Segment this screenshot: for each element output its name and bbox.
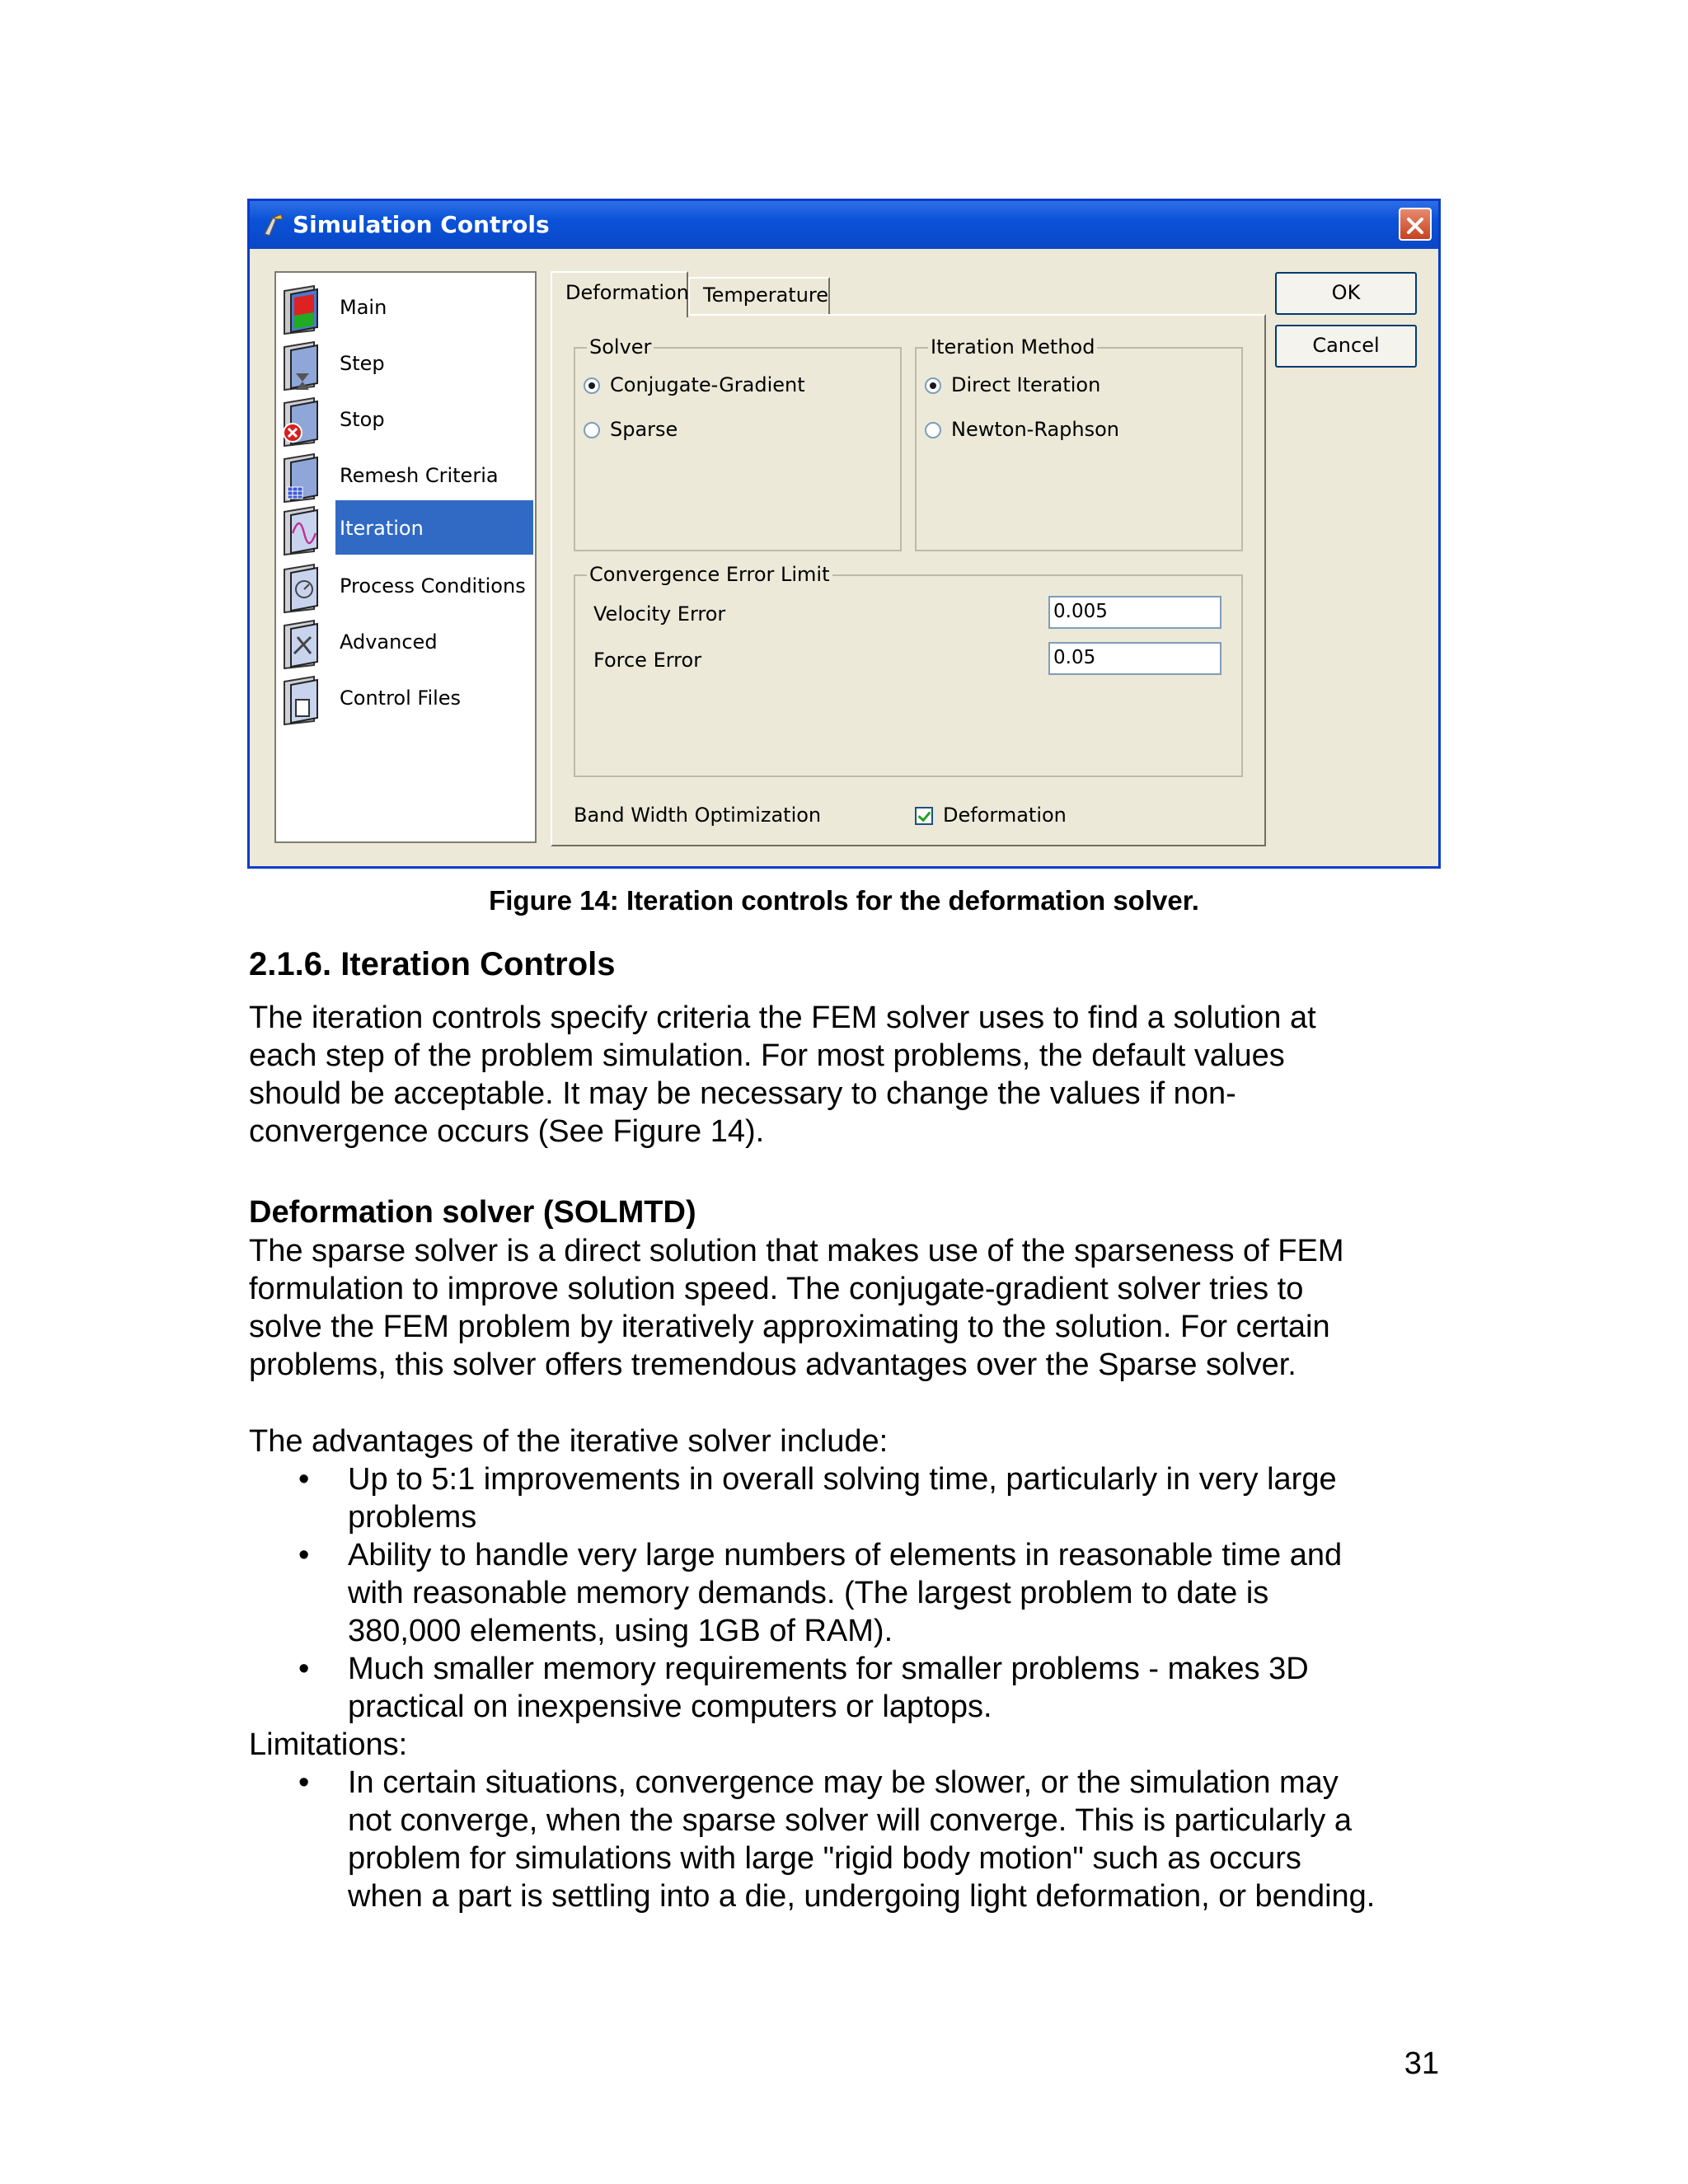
deformation-checkbox[interactable]	[915, 804, 1067, 827]
cancel-button[interactable]	[1275, 325, 1417, 368]
iteration-method-label: Iteration Method	[928, 335, 1097, 359]
close-icon	[1400, 211, 1430, 241]
wave-folder-icon	[281, 504, 334, 556]
list-item: Up to 5:1 improvements in overall solving time, particularly in very large	[348, 1462, 1337, 1497]
convergence-error-group	[574, 563, 1243, 777]
ok-label: OK	[1331, 281, 1361, 304]
dialog-title: Simulation Controls	[293, 211, 550, 238]
list-item: problem for simulations with large "rigid body motion" such as occurs	[348, 1841, 1301, 1876]
section-heading: 2.1.6. Iteration Controls	[249, 946, 616, 982]
ok-button[interactable]	[1275, 272, 1417, 315]
radio-conjugate-gradient[interactable]	[584, 373, 805, 396]
checkbox-checked-icon	[915, 807, 933, 825]
mesh-folder-icon	[281, 451, 334, 504]
page-number: 31	[1404, 2046, 1439, 2081]
solver-line: formulation to improve solution speed. The conjugate-gradient solver tries to	[249, 1272, 1304, 1306]
checkbox-label: Deformation	[943, 804, 1067, 827]
sub-heading: Deformation solver (SOLMTD)	[249, 1195, 696, 1230]
nav-label: Advanced	[340, 630, 438, 654]
solver-group-label: Solver	[587, 335, 654, 359]
bandwidth-optimization-label: Band Width Optimization	[574, 804, 822, 827]
velocity-error-input[interactable]: 0.005	[1048, 596, 1221, 629]
category-list[interactable]	[274, 271, 537, 843]
nav-item-advanced[interactable]	[276, 614, 535, 668]
bullet-icon: •	[298, 1652, 310, 1686]
solver-line: solve the FEM problem by iteratively approximating to the solution. For certain	[249, 1310, 1330, 1344]
nav-label: Control Files	[340, 687, 462, 710]
nav-label: Main	[340, 296, 387, 319]
force-error-input[interactable]: 0.05	[1048, 642, 1221, 675]
nav-label: Stop	[340, 408, 385, 431]
nav-item-main[interactable]	[276, 279, 535, 334]
radio-unselected-icon	[584, 422, 600, 438]
list-item: In certain situations, convergence may be slower, or the simulation may	[348, 1765, 1339, 1800]
title-bar[interactable]	[250, 201, 1438, 249]
radio-label: Direct Iteration	[951, 373, 1101, 396]
nav-item-iteration[interactable]	[276, 500, 535, 555]
main-folder-icon	[281, 283, 334, 335]
close-button[interactable]	[1399, 208, 1432, 241]
radio-label: Newton-Raphson	[951, 418, 1120, 441]
limitations-label: Limitations:	[249, 1727, 408, 1762]
list-item: problems	[348, 1500, 477, 1535]
solver-line: The sparse solver is a direct solution that makes use of the sparseness of FEM	[249, 1234, 1344, 1268]
intro-line: convergence occurs (See Figure 14).	[249, 1114, 765, 1149]
bullet-icon: •	[298, 1765, 310, 1800]
list-item: not converge, when the sparse solver will converge. This is particularly a	[348, 1803, 1352, 1838]
solver-line: problems, this solver offers tremendous advantages over the Sparse solver.	[249, 1347, 1296, 1382]
file-folder-icon	[281, 673, 334, 726]
intro-line: each step of the problem simulation. For most problems, the default values	[249, 1038, 1285, 1073]
tab-temperature[interactable]: Temperature	[688, 277, 830, 314]
list-item: when a part is settling into a die, undergoing light deformation, or bending.	[348, 1879, 1376, 1914]
nav-item-step[interactable]	[276, 335, 535, 390]
radio-sparse[interactable]	[584, 418, 678, 441]
intro-line: should be acceptable. It may be necessary to change the values if non-	[249, 1076, 1236, 1111]
nav-item-control-files[interactable]	[276, 670, 535, 724]
deformation-tab-panel	[551, 314, 1266, 846]
list-item: Ability to handle very large numbers of elements in reasonable time and	[348, 1538, 1343, 1572]
stop-folder-icon	[281, 395, 334, 448]
radio-selected-icon	[925, 377, 941, 394]
nav-label: Iteration	[340, 517, 424, 540]
convergence-label: Convergence Error Limit	[587, 563, 832, 586]
radio-selected-icon	[584, 377, 600, 394]
nav-item-remesh-criteria[interactable]	[276, 448, 535, 502]
simulation-controls-dialog	[247, 199, 1441, 869]
iteration-method-group	[915, 335, 1243, 551]
hourglass-folder-icon	[281, 339, 334, 391]
radio-label: Conjugate-Gradient	[610, 373, 805, 396]
list-item: Much smaller memory requirements for smaller problems - makes 3D	[348, 1652, 1309, 1686]
cancel-label: Cancel	[1312, 334, 1380, 357]
nav-label: Remesh Criteria	[340, 464, 499, 487]
radio-label: Sparse	[610, 418, 678, 441]
radio-unselected-icon	[925, 422, 941, 438]
figure-caption: Figure 14: Iteration controls for the deformation solver.	[489, 885, 1199, 916]
nav-label: Process Conditions	[340, 574, 526, 598]
advantages-intro: The advantages of the iterative solver include:	[249, 1424, 889, 1459]
tools-folder-icon	[281, 617, 334, 670]
list-item: with reasonable memory demands. (The largest problem to date is	[348, 1576, 1269, 1610]
list-item: 380,000 elements, using 1GB of RAM).	[348, 1614, 893, 1648]
solver-group	[574, 335, 902, 551]
nav-item-stop[interactable]	[276, 391, 535, 446]
gauge-folder-icon	[281, 561, 334, 614]
force-error-label: Force Error	[593, 649, 702, 672]
intro-line: The iteration controls specify criteria the FEM solver uses to find a solution at	[249, 1001, 1316, 1035]
bullet-icon: •	[298, 1462, 310, 1497]
nav-label: Step	[340, 352, 385, 375]
list-item: practical on inexpensive computers or laptops.	[348, 1690, 992, 1724]
nav-item-process-conditions[interactable]	[276, 558, 535, 612]
tab-deformation[interactable]: Deformation	[551, 271, 688, 317]
bullet-icon: •	[298, 1538, 310, 1572]
velocity-error-label: Velocity Error	[593, 602, 726, 626]
radio-direct-iteration[interactable]	[925, 373, 1100, 396]
radio-newton-raphson[interactable]	[925, 418, 1119, 441]
app-icon	[260, 211, 288, 239]
